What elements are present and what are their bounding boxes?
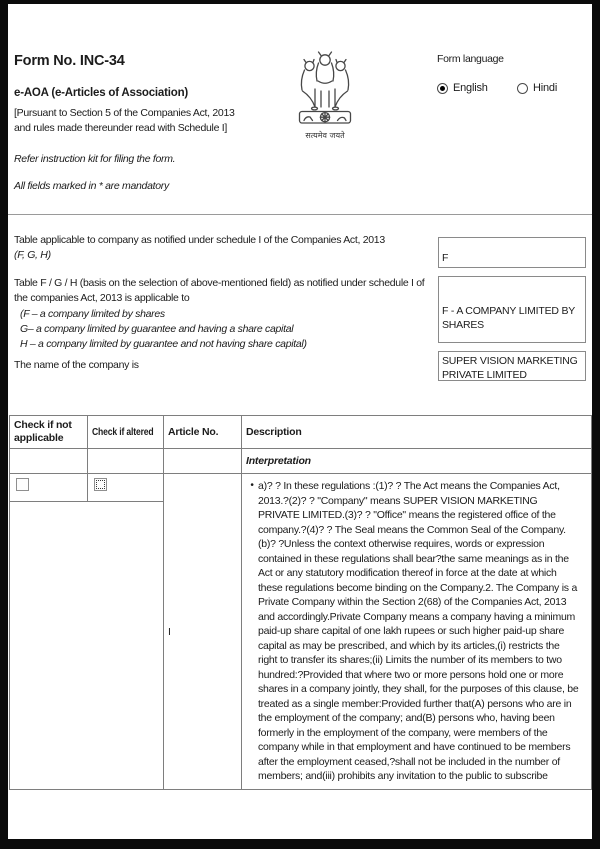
page-frame-bottom — [0, 839, 600, 849]
form-subtitle: e-AOA (e-Articles of Association) — [14, 87, 189, 99]
refer-instruction-note: Refer instruction kit for filing the form. — [14, 153, 176, 165]
empty-cell — [164, 449, 242, 474]
table-applicable-field[interactable] — [438, 237, 586, 268]
company-name-field[interactable] — [438, 351, 586, 381]
section-title-interpretation: Interpretation — [242, 449, 592, 474]
article-description-cell — [242, 474, 592, 790]
table-fgh-option-h: H – a company limited by guarantee and not having share capital) — [20, 338, 307, 350]
header-description: Description — [242, 416, 592, 449]
header-check-if-altered: Check if altered — [88, 416, 164, 449]
mandatory-fields-note: All fields marked in * are mandatory — [14, 180, 169, 192]
pursuant-line-2: and rules made thereunder read with Schedule I] — [14, 122, 227, 134]
article-row — [10, 474, 592, 502]
table-header-row — [10, 416, 592, 449]
page-frame-left — [0, 0, 8, 849]
section-title-row — [10, 449, 592, 474]
section-divider — [8, 214, 592, 215]
hindi-radio-icon[interactable] — [517, 83, 528, 94]
page-frame-top — [0, 0, 600, 4]
not-applicable-checkbox[interactable] — [16, 478, 29, 491]
hindi-radio-label: Hindi — [533, 82, 558, 94]
empty-cell — [10, 449, 88, 474]
table-applicable-label: Table applicable to company as notified under schedule I of the Companies Act, 2013 — [14, 234, 385, 246]
english-radio-icon[interactable] — [437, 83, 448, 94]
check-altered-cell — [88, 474, 164, 502]
table-fgh-option-g: G– a company limited by guarantee and having a share capital — [20, 323, 294, 335]
article-description-text: a)? ? In these regulations :(1)? ? The Act means the Companies Act, 2013.?(2)? ? "Company" means SUPER VISION MARKETING PRIVATE LIMITED.(3)? ? "Office" means the registered office of the company.?(4)? ? The Seal means the Common Seal of the Company.(b)? ?Unless the context otherwise requires, words or expression contained in these regulations shall bear?the same meanings as in the Act or any statutory modification thereof in force at the date at which these regulations become binding on the Company.2. The Company is a Private Company within the Section 2(68) of the Companies Act, 2013 and accordingly.Private Company means a company having a minimum paid-up share capital of one lakh rupees or such higher paid-up share capital as may be prescribed, and which by its articles,(i) restricts the right to transfer its shares;(ii) Limits the number of its members to two hundred:?Provided that where two or more persons hold one or more shares in a company jointly, they shall, for the purposes of this clause, be treated as a single member:Provided further that(A) persons who are in the employment of the company; and(B) persons who, having been formerly in the employment of the company, were members of the company while in that employment and have continued to be members after the employment ceased,?shall not be included in the number of members; and(iii) prohibits any invitation to the public to subscribe — [258, 480, 579, 783]
emblem-motto: सत्यमेव जयते — [305, 131, 345, 140]
article-no-cell: I — [164, 474, 242, 790]
table-applicable-value: F — [442, 252, 449, 264]
empty-merged-cell — [10, 502, 164, 790]
table-fgh-option-f: (F – a company limited by shares — [20, 308, 165, 320]
table-fgh-value: F - A COMPANY LIMITED BY SHARES — [442, 305, 575, 331]
table-fgh-field[interactable] — [438, 276, 586, 343]
empty-cell — [88, 449, 164, 474]
altered-checkbox[interactable] — [94, 478, 107, 491]
form-number-title: Form No. INC-34 — [14, 53, 125, 69]
form-language-label: Form language — [437, 53, 504, 65]
company-name-label: The name of the company is — [14, 359, 139, 371]
table-fgh-label: Table F / G / H (basis on the selection of above-mentioned field) as notified under schedule I of the companies Act, 2013 is applicable to — [14, 277, 425, 304]
bullet-icon: • — [250, 480, 254, 492]
pursuant-line-1: [Pursuant to Section 5 of the Companies Act, 2013 — [14, 107, 235, 119]
articles-table — [9, 415, 592, 790]
english-radio-label: English — [453, 82, 488, 94]
radio-option-english[interactable] — [437, 82, 488, 94]
header-article-no: Article No. — [164, 416, 242, 449]
page-frame-right — [592, 0, 600, 849]
company-name-value: SUPER VISION MARKETING PRIVATE LIMITED — [442, 355, 578, 381]
check-not-applicable-cell — [10, 474, 88, 502]
india-emblem-icon — [288, 50, 362, 135]
radio-option-hindi[interactable] — [517, 82, 557, 94]
header-check-not-applicable: Check if not applicable — [10, 416, 88, 449]
table-applicable-hint: (F, G, H) — [14, 249, 51, 261]
